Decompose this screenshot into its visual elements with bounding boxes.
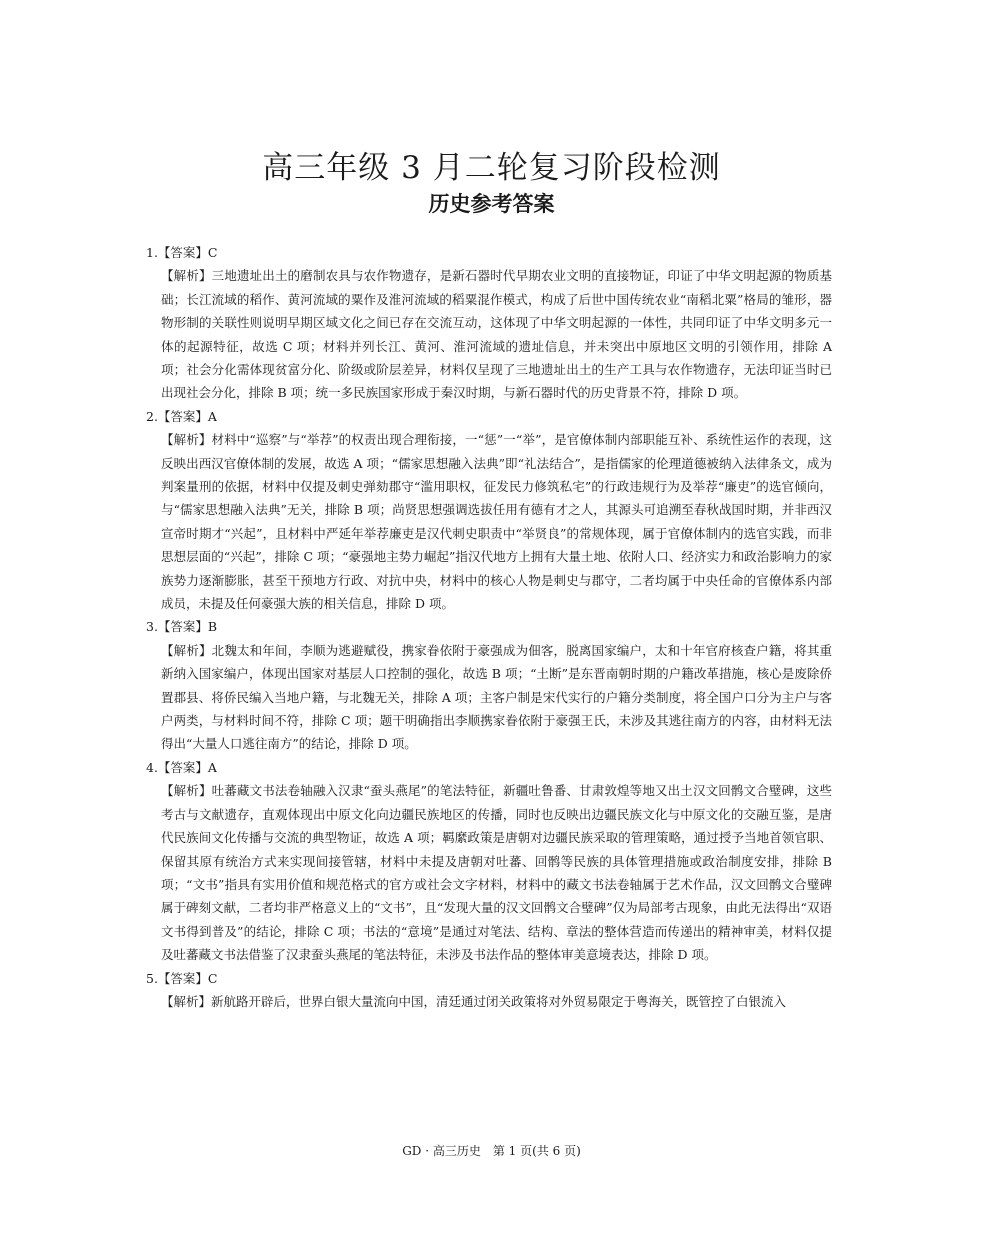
answer-key: 4.【答案】A bbox=[146, 759, 217, 775]
answer-analysis: 【解析】材料中“巡察”与“举荐”的权责出现合理衔接，一“惩”一“举”，是官僚体制内部职能互补、系统性运作的表现，这反映出西汉官僚体制的发展，故选 A 项；“儒家思想融入法典”即“礼法结合”，是指儒家的伦理道德被纳入法律条文，成为判案量刑的依据，材料中仅提及刺史弹劾郡守“滥用职权，征发民力修筑私宅”的行政违规行为及举荐“廉吏”的选官倾向，与“儒家思想融入法典”无关，排除 B 项；尚贤思想强调选拔任用有德有才之人，其源头可追溯至春秋战国时期，并非西汉宣帝时期才“兴起”，且材料中严延年举荐廉吏是汉代刺史职责中“举贤良”的常规体现，属于官僚体制内的选官实践，而非思想层面的“兴起”，排除 C 项；“豪强地主势力崛起”指汉代地方上拥有大量土地、依附人口、经济实力和政治影响力的家族势力逐渐膨胀，甚至干预地方行政、对抗中央，材料中的核心人物是刺史与郡守，二者均属于中央任命的官僚体系内部成员，未提及任何豪强大族的相关信息，排除 D 项。 bbox=[161, 432, 832, 612]
answer-analysis: 【解析】北魏太和年间，李顺为逃避赋役，携家眷依附于豪强成为佃客，脱离国家编户，太和十年官府核查户籍，将其重新纳入国家编户，体现出国家对基层人口控制的强化，故选 B 项；“土断”是东晋南朝时期的户籍改革措施，核心是废除侨置郡县、将侨民编入当地户籍，与北魏无关，排除 A 项；主客户制是宋代实行的户籍分类制度，将全国户口分为主户与客户两类，与材料时间不符，排除 C 项；题干明确指出李顺携家眷依附于豪强王氏，未涉及其逃往南方的内容，由材料无法得出“大量人口逃往南方”的结论，排除 D 项。 bbox=[161, 642, 832, 752]
question-4 bbox=[146, 756, 832, 967]
page-footer: GD · 高三历史 第 1 页(共 6 页) bbox=[402, 1144, 581, 1158]
answer-key: 5.【答案】C bbox=[146, 970, 218, 986]
answer-analysis: 【解析】吐蕃藏文书法卷轴融入汉隶“蚕头燕尾”的笔法特征，新疆吐鲁番、甘肃敦煌等地又出土汉文回鹘文合璧碑，这些考古与文献遗存，直观体现出中原文化向边疆民族地区的传播，同时也反映出边疆民族文化与中原文化的交融互鉴，是唐代民族间文化传播与交流的典型物证，故选 A 项；羁縻政策是唐朝对边疆民族采取的管理策略，通过授予当地首领官职、保留其原有统治方式来实现间接管辖，材料中未提及唐朝对吐蕃、回鹘等民族的具体管理措施或政治制度安排，排除 B 项；“文书”指具有实用价值和规范格式的官方或社会文字材料，材料中的藏文书法卷轴属于艺术作品，汉文回鹘文合璧碑属于碑刻文献，二者均非严格意义上的“文书”，且“发现大量的汉文回鹘文合璧碑”仅为局部考古现象，由此无法得出“双语文书得到普及”的结论，排除 C 项；书法的“意境”是通过对笔法、结构、章法的整体营造而传递出的精神审美，材料仅提及吐蕃藏文书法借鉴了汉隶蚕头燕尾的笔法特征，未涉及书法作品的整体审美意境表达，排除 D 项。 bbox=[161, 783, 832, 963]
answer-analysis: 【解析】三地遗址出土的磨制农具与农作物遗存，是新石器时代早期农业文明的直接物证，印证了中华文明起源的物质基础；长江流域的稻作、黄河流域的粟作及淮河流域的稻粟混作模式，构成了后世中国传统农业“南稻北粟”格局的雏形，器物形制的关联性则说明早期区域文化之间已存在交流互动，这体现了中华文明起源的一体性，共同印证了中华文明多元一体的起源特征，故选 C 项；材料并列长江、黄河、淮河流域的遗址信息，并未突出中原地区文明的引领作用，排除 A 项；社会分化需体现贫富分化、阶级或阶层差异，材料仅呈现了三地遗址出土的生产工具与农作物遗存，无法印证当时已出现社会分化，排除 B 项；统一多民族国家形成于秦汉时期，与新石器时代的历史背景不符，排除 D 项。 bbox=[161, 268, 832, 401]
page-subtitle: 历史参考答案 bbox=[428, 192, 555, 216]
answer-analysis: 【解析】新航路开辟后，世界白银大量流向中国，清廷通过闭关政策将对外贸易限定于粤海关，既管控了白银流入 bbox=[161, 993, 787, 1009]
question-3 bbox=[146, 615, 832, 755]
answer-key: 3.【答案】B bbox=[146, 619, 218, 635]
question-1 bbox=[146, 241, 832, 405]
answer-key: 1.【答案】C bbox=[146, 245, 218, 260]
page-title: 高三年级 3 月二轮复习阶段检测 bbox=[262, 150, 721, 186]
question-5 bbox=[146, 967, 832, 1014]
question-2 bbox=[146, 405, 832, 616]
answer-key: 2.【答案】A bbox=[146, 408, 217, 424]
answer-list bbox=[146, 241, 832, 1013]
